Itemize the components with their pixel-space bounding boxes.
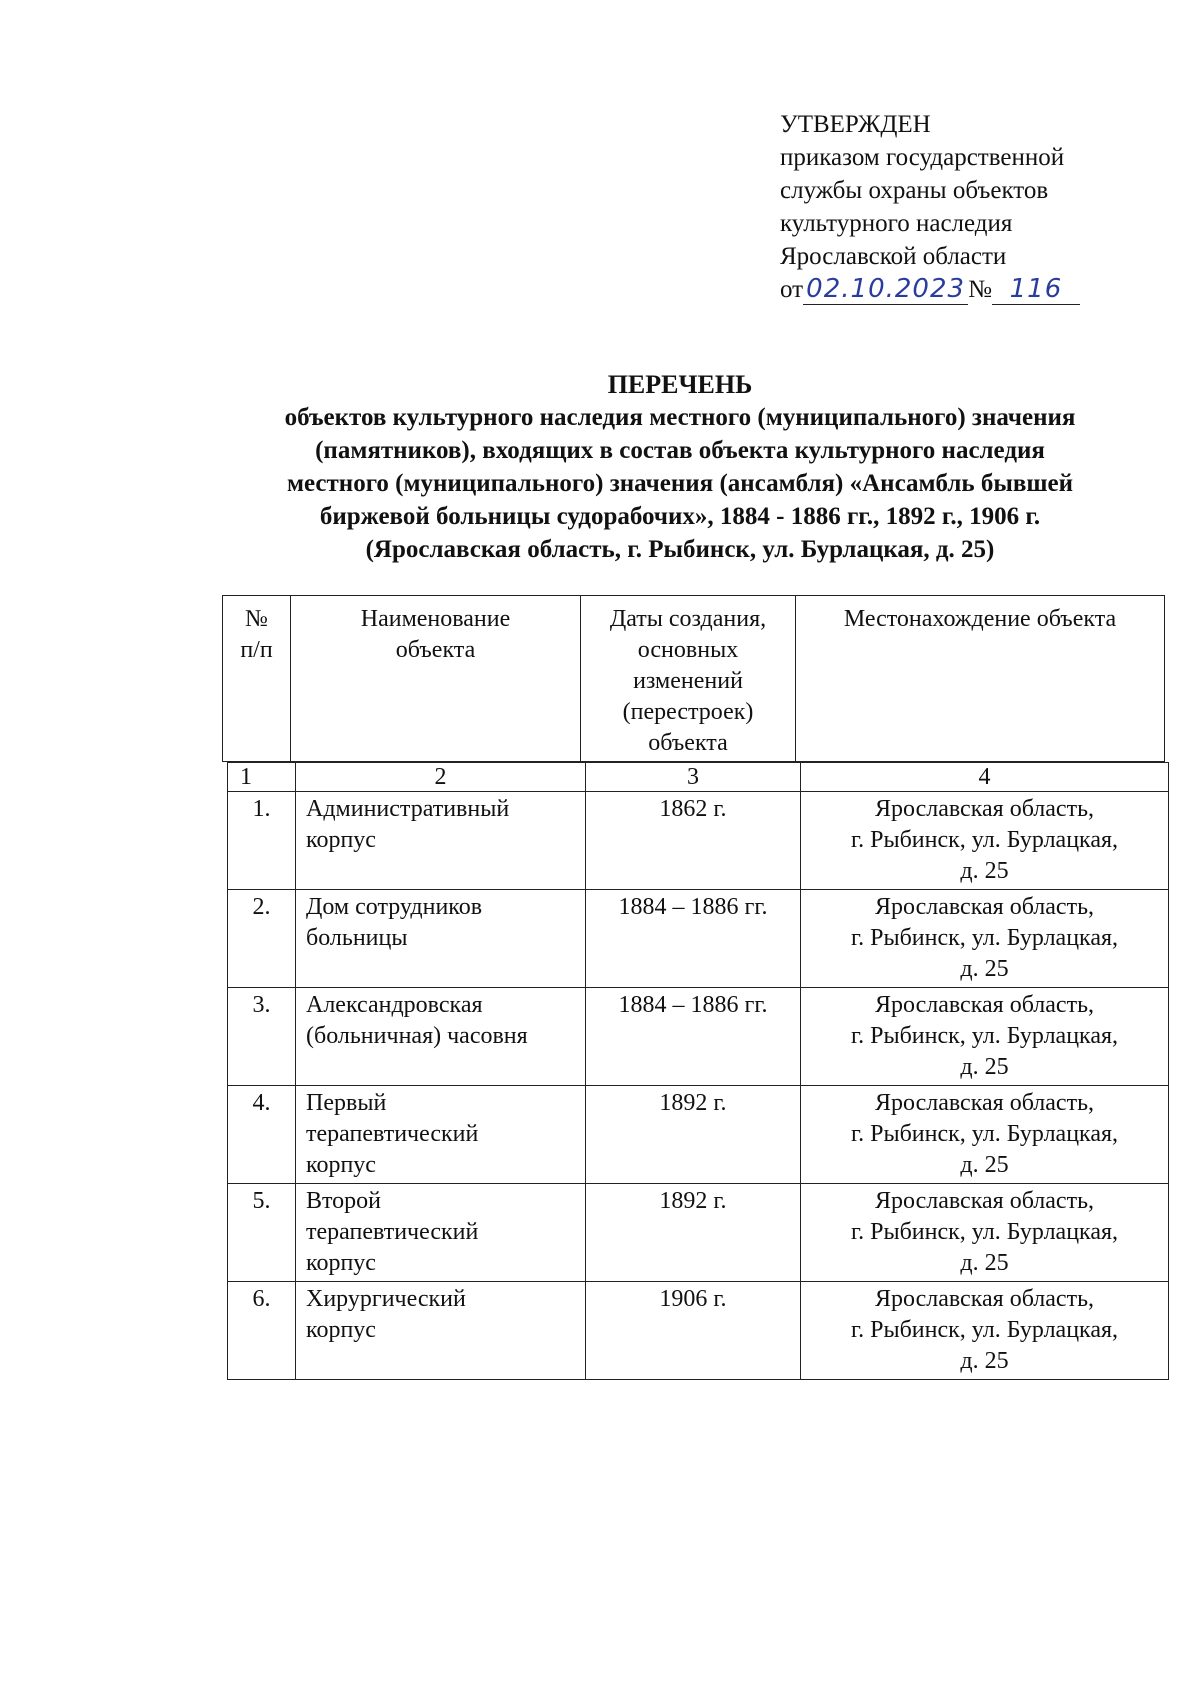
object-location — [801, 988, 1169, 1086]
object-name-text: больницы — [306, 925, 408, 951]
object-name-text: корпус — [306, 1250, 376, 1276]
object-name — [296, 890, 586, 988]
object-name — [296, 792, 586, 890]
approval-date-line — [780, 273, 1160, 306]
object-name — [296, 1086, 586, 1184]
object-location-text: г. Рыбинск, ул. Бурлацкая, — [850, 827, 1119, 853]
object-date — [586, 1282, 801, 1380]
object-location-text: Ярославская область, — [874, 894, 1095, 920]
object-name-text: корпус — [306, 1152, 376, 1178]
object-date — [586, 1086, 801, 1184]
header-cell-name — [291, 596, 581, 762]
object-date-text: 1906 г. — [659, 1286, 727, 1312]
table-row — [228, 988, 1169, 1086]
object-location — [801, 1282, 1169, 1380]
object-location-text: д. 25 — [960, 1152, 1009, 1178]
row-number — [228, 1086, 296, 1184]
object-location-text: г. Рыбинск, ул. Бурлацкая, — [850, 1023, 1119, 1049]
subtitle-line: биржевой больницы судорабочих», 1884 - 1886 гг., 1892 г., 1906 г. — [319, 503, 1041, 530]
object-location-text: д. 25 — [960, 956, 1009, 982]
object-date — [586, 988, 801, 1086]
row-number-text: 6. — [252, 1286, 271, 1312]
object-name-text: Дом сотрудников — [306, 894, 483, 920]
approval-line: приказом государственной — [780, 144, 1065, 171]
header-text: изменений — [633, 668, 743, 694]
object-location-text: г. Рыбинск, ул. Бурлацкая, — [850, 1121, 1119, 1147]
header-text: № — [245, 606, 268, 632]
header-cell-dates — [581, 596, 796, 762]
table-row — [228, 890, 1169, 988]
row-number — [228, 988, 296, 1086]
row-number — [228, 890, 296, 988]
object-name-text: (больничная) часовня — [306, 1023, 528, 1049]
object-name — [296, 988, 586, 1086]
object-name — [296, 1184, 586, 1282]
subtitle-line: местного (муниципального) значения (ансамбля) «Ансамбль бывшей — [286, 470, 1074, 497]
object-name-text: Хирургический — [306, 1286, 466, 1312]
header-text: объекта — [395, 637, 476, 663]
header-text: Даты создания, — [609, 606, 767, 632]
approval-stamp — [780, 108, 1160, 306]
header-text: (перестроек) — [622, 699, 754, 725]
object-location-text: г. Рыбинск, ул. Бурлацкая, — [850, 1317, 1119, 1343]
row-number-text: 5. — [252, 1188, 271, 1214]
handwritten-number: 116 — [1009, 274, 1063, 304]
object-name-text: Первый — [306, 1090, 387, 1116]
column-number: 2 — [296, 763, 586, 792]
row-number-text: 1. — [252, 796, 271, 822]
row-number — [228, 1184, 296, 1282]
object-location — [801, 792, 1169, 890]
object-location-text: Ярославская область, — [874, 796, 1095, 822]
row-number — [228, 792, 296, 890]
object-location — [801, 1086, 1169, 1184]
approval-status: УТВЕРЖДЕН — [780, 111, 931, 138]
header-text: основных — [637, 637, 739, 663]
object-name-text: Второй — [306, 1188, 382, 1214]
object-location-text: г. Рыбинск, ул. Бурлацкая, — [850, 1219, 1119, 1245]
object-location-text: Ярославская область, — [874, 1090, 1095, 1116]
number-prefix: № — [968, 276, 992, 303]
row-number-text: 2. — [252, 894, 271, 920]
header-text: Наименование — [360, 606, 511, 632]
row-number-text: 3. — [252, 992, 271, 1018]
header-cell-location — [796, 596, 1165, 762]
object-location — [801, 1184, 1169, 1282]
object-date-text: 1892 г. — [659, 1090, 727, 1116]
object-name-text: Административный — [306, 796, 510, 822]
object-name-text: Александровская — [306, 992, 483, 1018]
header-text: Местонахождение объекта — [843, 606, 1117, 632]
table-header — [222, 595, 1165, 762]
header-text: п/п — [240, 637, 273, 663]
column-number: 1 — [228, 763, 296, 792]
object-location-text: г. Рыбинск, ул. Бурлацкая, — [850, 925, 1119, 951]
object-location-text: д. 25 — [960, 1250, 1009, 1276]
header-text: объекта — [648, 730, 728, 756]
object-name-text: терапевтический — [306, 1121, 479, 1147]
date-field — [803, 275, 968, 305]
number-field — [992, 275, 1080, 305]
object-location-text: д. 25 — [960, 1054, 1009, 1080]
column-number: 3 — [586, 763, 801, 792]
row-number — [228, 1282, 296, 1380]
subtitle-line: объектов культурного наследия местного (муниципального) значения — [284, 404, 1076, 431]
object-location-text: Ярославская область, — [874, 992, 1095, 1018]
object-name — [296, 1282, 586, 1380]
table-row — [228, 1086, 1169, 1184]
subtitle-line: (памятников), входящих в состав объекта культурного наследия — [315, 437, 1045, 464]
table-row — [228, 1184, 1169, 1282]
subtitle-line: (Ярославская область, г. Рыбинск, ул. Бурлацкая, д. 25) — [365, 536, 995, 563]
approval-line: культурного наследия — [780, 210, 1013, 237]
object-name-text: терапевтический — [306, 1219, 479, 1245]
row-number-text: 4. — [252, 1090, 271, 1116]
approval-line: службы охраны объектов — [780, 177, 1049, 204]
object-name-text: корпус — [306, 1317, 376, 1343]
object-location-text: д. 25 — [960, 858, 1009, 884]
document-heading — [200, 368, 1160, 566]
object-date-text: 1884 – 1886 гг. — [618, 894, 768, 920]
object-location-text: Ярославская область, — [874, 1286, 1095, 1312]
object-location-text: Ярославская область, — [874, 1188, 1095, 1214]
column-number-row — [228, 763, 1169, 792]
object-date-text: 1892 г. — [659, 1188, 727, 1214]
object-location-text: д. 25 — [960, 1348, 1009, 1374]
object-date — [586, 1184, 801, 1282]
column-number: 4 — [801, 763, 1169, 792]
approval-line: Ярославской области — [780, 243, 1007, 270]
header-cell-number — [223, 596, 291, 762]
table-row — [228, 792, 1169, 890]
date-prefix: от — [780, 276, 804, 303]
table-row — [228, 1282, 1169, 1380]
document-title: ПЕРЕЧЕНЬ — [607, 370, 753, 399]
object-date — [586, 792, 801, 890]
object-date-text: 1862 г. — [659, 796, 727, 822]
object-date — [586, 890, 801, 988]
objects-table — [227, 762, 1169, 1380]
object-location — [801, 890, 1169, 988]
handwritten-date: 02.10.2023 — [806, 274, 966, 304]
object-date-text: 1884 – 1886 гг. — [618, 992, 768, 1018]
object-name-text: корпус — [306, 827, 376, 853]
header-row — [223, 596, 1165, 762]
